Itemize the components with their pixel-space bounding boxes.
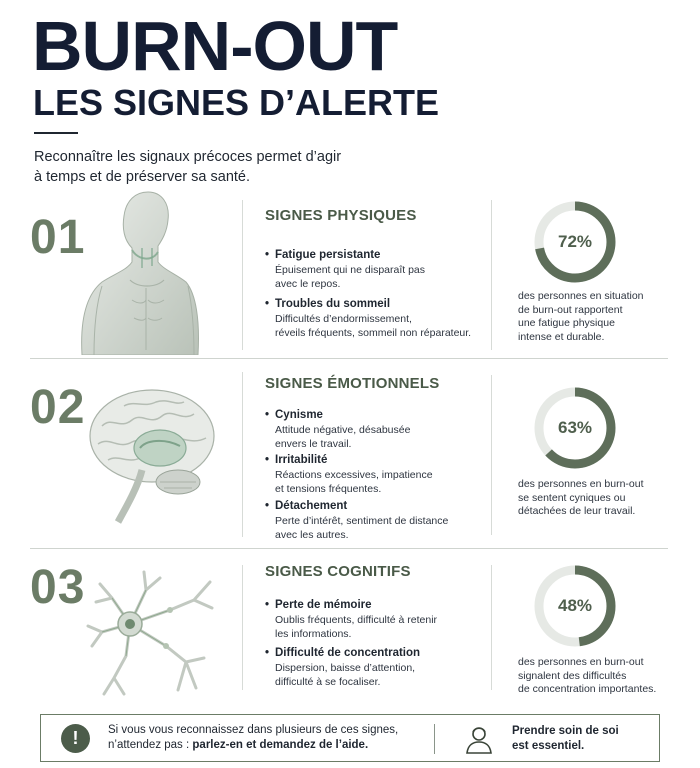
category-title-cognitive: SIGNES COGNITIFS — [265, 563, 411, 580]
stat-percent: 63% — [557, 418, 593, 437]
stat-line: détachées de leur travail. — [518, 505, 636, 517]
item-desc-line: Réactions excessives, impatience — [275, 469, 433, 481]
section-divider — [242, 372, 243, 537]
stat-line: une fatigue physique — [518, 317, 615, 329]
item-title: • Fatigue persistante — [265, 248, 487, 263]
item-desc-line: et tensions fréquentes. — [275, 483, 382, 495]
stat-line: de burn-out rapportent — [518, 303, 623, 316]
person-icon — [463, 723, 495, 755]
item-title: • Irritabilité — [265, 453, 487, 468]
item-desc-line: Perte d’intérêt, sentiment de distance — [275, 515, 449, 527]
intro-line-2: à temps et de préserver sa santé. — [34, 169, 250, 185]
item-desc-line: avec les autres. — [275, 529, 349, 541]
section-divider — [491, 200, 492, 350]
footer-right-line-2: est essentiel. — [512, 740, 585, 752]
footer-callout — [40, 714, 660, 762]
section-number-02: 02 — [30, 381, 86, 434]
page-subtitle: LES SIGNES D’ALERTE — [33, 82, 440, 123]
item-title: • Cynisme — [265, 408, 487, 423]
section-divider — [242, 565, 243, 690]
stat-line: de concentration importantes. — [518, 683, 657, 695]
title-divider — [34, 132, 78, 134]
stat-line: intense et durable. — [518, 330, 605, 343]
footer-line-2-bold: parlez-en et demandez de l’aide. — [192, 739, 369, 751]
item-desc-line: avec le repos. — [275, 278, 341, 290]
item-title: • Difficulté de concentration — [265, 646, 487, 661]
list-item — [265, 598, 487, 641]
footer-line-2 — [108, 738, 438, 753]
category-title-physical: SIGNES PHYSIQUES — [265, 207, 417, 224]
stat-line: des personnes en burn-out — [518, 478, 644, 490]
footer-line-1: Si vous vous reconnaissez dans plusieurs de ces signes, — [108, 724, 399, 736]
section-number-03: 03 — [30, 561, 86, 614]
intro-text — [34, 147, 354, 187]
stat-line: se sentent cyniques ou — [518, 491, 626, 504]
list-item — [265, 646, 487, 689]
list-item — [265, 297, 487, 340]
footer-self-care — [512, 724, 642, 754]
stat-text — [518, 656, 668, 697]
item-title: • Détachement — [265, 499, 487, 514]
stat-percent: 72% — [557, 232, 593, 251]
list-item — [265, 408, 487, 451]
item-desc-line: Dispersion, baisse d’attention, — [275, 662, 416, 674]
item-desc-line: Épuisement qui ne disparaît pas — [275, 264, 426, 276]
list-item — [265, 453, 487, 496]
list-item — [265, 248, 487, 291]
neuron-icon — [86, 566, 216, 696]
section-separator — [30, 358, 668, 359]
item-desc-line: Oublis fréquents, difficulté à retenir — [275, 614, 438, 626]
brain-icon — [84, 386, 224, 526]
item-desc-line: les informations. — [275, 628, 352, 640]
section-divider — [491, 565, 492, 690]
page-title: BURN-OUT — [32, 7, 398, 85]
item-desc-line: envers le travail. — [275, 438, 352, 450]
stat-text — [518, 290, 668, 344]
item-desc-line: difficulté à se focaliser. — [275, 676, 381, 688]
stat-percent: 48% — [557, 596, 593, 615]
section-divider — [491, 375, 492, 535]
item-desc-line: Attitude négative, désabusée — [275, 424, 411, 436]
list-item — [265, 499, 487, 542]
footer-line-2-plain: n’attendez pas : — [108, 739, 193, 751]
stat-text — [518, 478, 668, 519]
stat-line: signalent des difficultés — [518, 669, 627, 682]
section-number-01: 01 — [30, 211, 86, 264]
section-divider — [242, 200, 243, 350]
intro-line-1: Reconnaître les signaux précoces permet d’agir — [34, 149, 342, 165]
item-title: • Perte de mémoire — [265, 598, 487, 613]
footer-right-line-1: Prendre soin de soi — [512, 725, 619, 737]
item-desc-line: Difficultés d’endormissement, — [275, 313, 412, 325]
alert-icon: ! — [61, 724, 90, 753]
footer-message — [108, 723, 438, 753]
stat-line: des personnes en situation — [518, 290, 644, 302]
stat-line: des personnes en burn-out — [518, 656, 644, 668]
section-separator — [30, 548, 668, 549]
item-desc-line: réveils fréquents, sommeil non réparateur. — [275, 327, 472, 339]
human-torso-icon — [72, 190, 202, 355]
category-title-emotional: SIGNES ÉMOTIONNELS — [265, 375, 440, 392]
footer-divider — [434, 724, 435, 754]
item-title: • Troubles du sommeil — [265, 297, 487, 312]
